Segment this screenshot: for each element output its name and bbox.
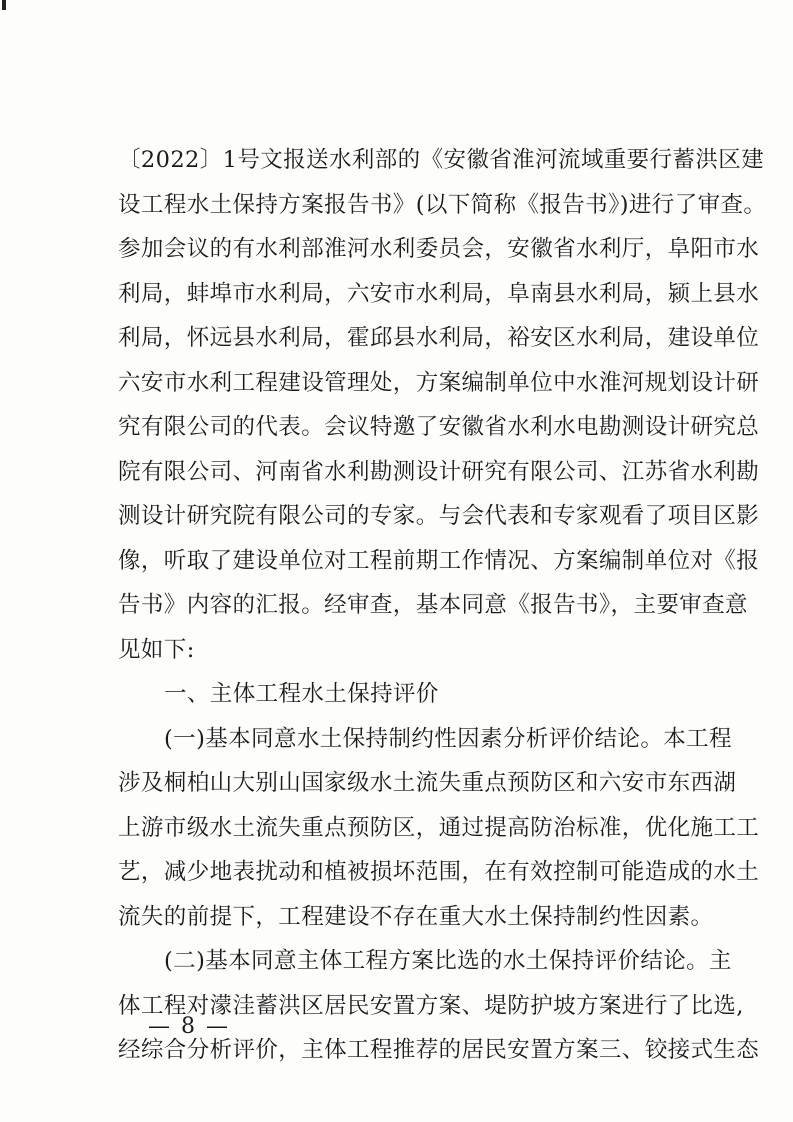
text-line-18: 流失的前提下，工程建设不存在重大水土保持制约性因素。 (118, 903, 714, 930)
text-line-16: 上游市级水土流失重点预防区，通过提高防治标准，优化施工工 (118, 814, 760, 841)
document-body (118, 138, 767, 1073)
text-line-10: 像，听取了建设单位对工程前期工作情况、方案编制单位对《报 (118, 547, 760, 574)
text-line-12: 见如下: (118, 636, 195, 663)
text-line-8: 院有限公司、河南省水利勘测设计研究有限公司、江苏省水利勘 (118, 458, 760, 485)
text-line-9: 测设计研究院有限公司的专家。与会代表和专家观看了项目区影 (118, 503, 760, 529)
text-line-19: (二)基本同意主体工程方案比选的水土保持评价结论。主 (164, 948, 732, 974)
text-line-14: (一)基本同意水土保持制约性因素分析评价结论。本工程 (164, 725, 732, 752)
text-line-17: 艺，减少地表扰动和植被损坏范围，在有效控制可能造成的水土 (118, 859, 760, 885)
text-line-20: 体工程对濛洼蓄洪区居民安置方案、堤防护坡方案进行了比选, (118, 992, 744, 1019)
text-line-3: 参加会议的有水利部淮河水利委员会，安徽省水利厅，阜阳市水 (118, 236, 760, 262)
text-line-1: 〔2022〕1号文报送水利部的《安徽省淮河流域重要行蓄洪区建 (118, 147, 765, 173)
text-line-6: 六安市水利工程建设管理处，方案编制单位中水淮河规划设计研 (118, 369, 760, 396)
text-line-7: 究有限公司的代表。会议特邀了安徽省水利水电勘测设计研究总 (118, 414, 760, 440)
text-line-21: 经综合分析评价，主体工程推荐的居民安置方案三、铰接式生态 (118, 1037, 760, 1063)
text-line-11: 告书》内容的汇报。经审查，基本同意《报告书》，主要审查意 (118, 592, 748, 618)
text-line-5: 利局，怀远县水利局，霍邱县水利局，裕安区水利局，建设单位 (118, 325, 760, 351)
text-line-15: 涉及桐柏山大别山国家级水土流失重点预防区和六安市东西湖 (118, 770, 737, 796)
scan-corner-mark (2, 0, 6, 10)
page-number: — 8 — (148, 1014, 230, 1039)
text-line-2: 设工程水土保持方案报告书》(以下简称《报告书》)进行了审查。 (118, 191, 767, 218)
section-heading: 一、主体工程水土保持评价 (164, 681, 439, 707)
text-line-4: 利局，蚌埠市水利局，六安市水利局，阜南县水利局，颍上县水 (118, 280, 760, 307)
